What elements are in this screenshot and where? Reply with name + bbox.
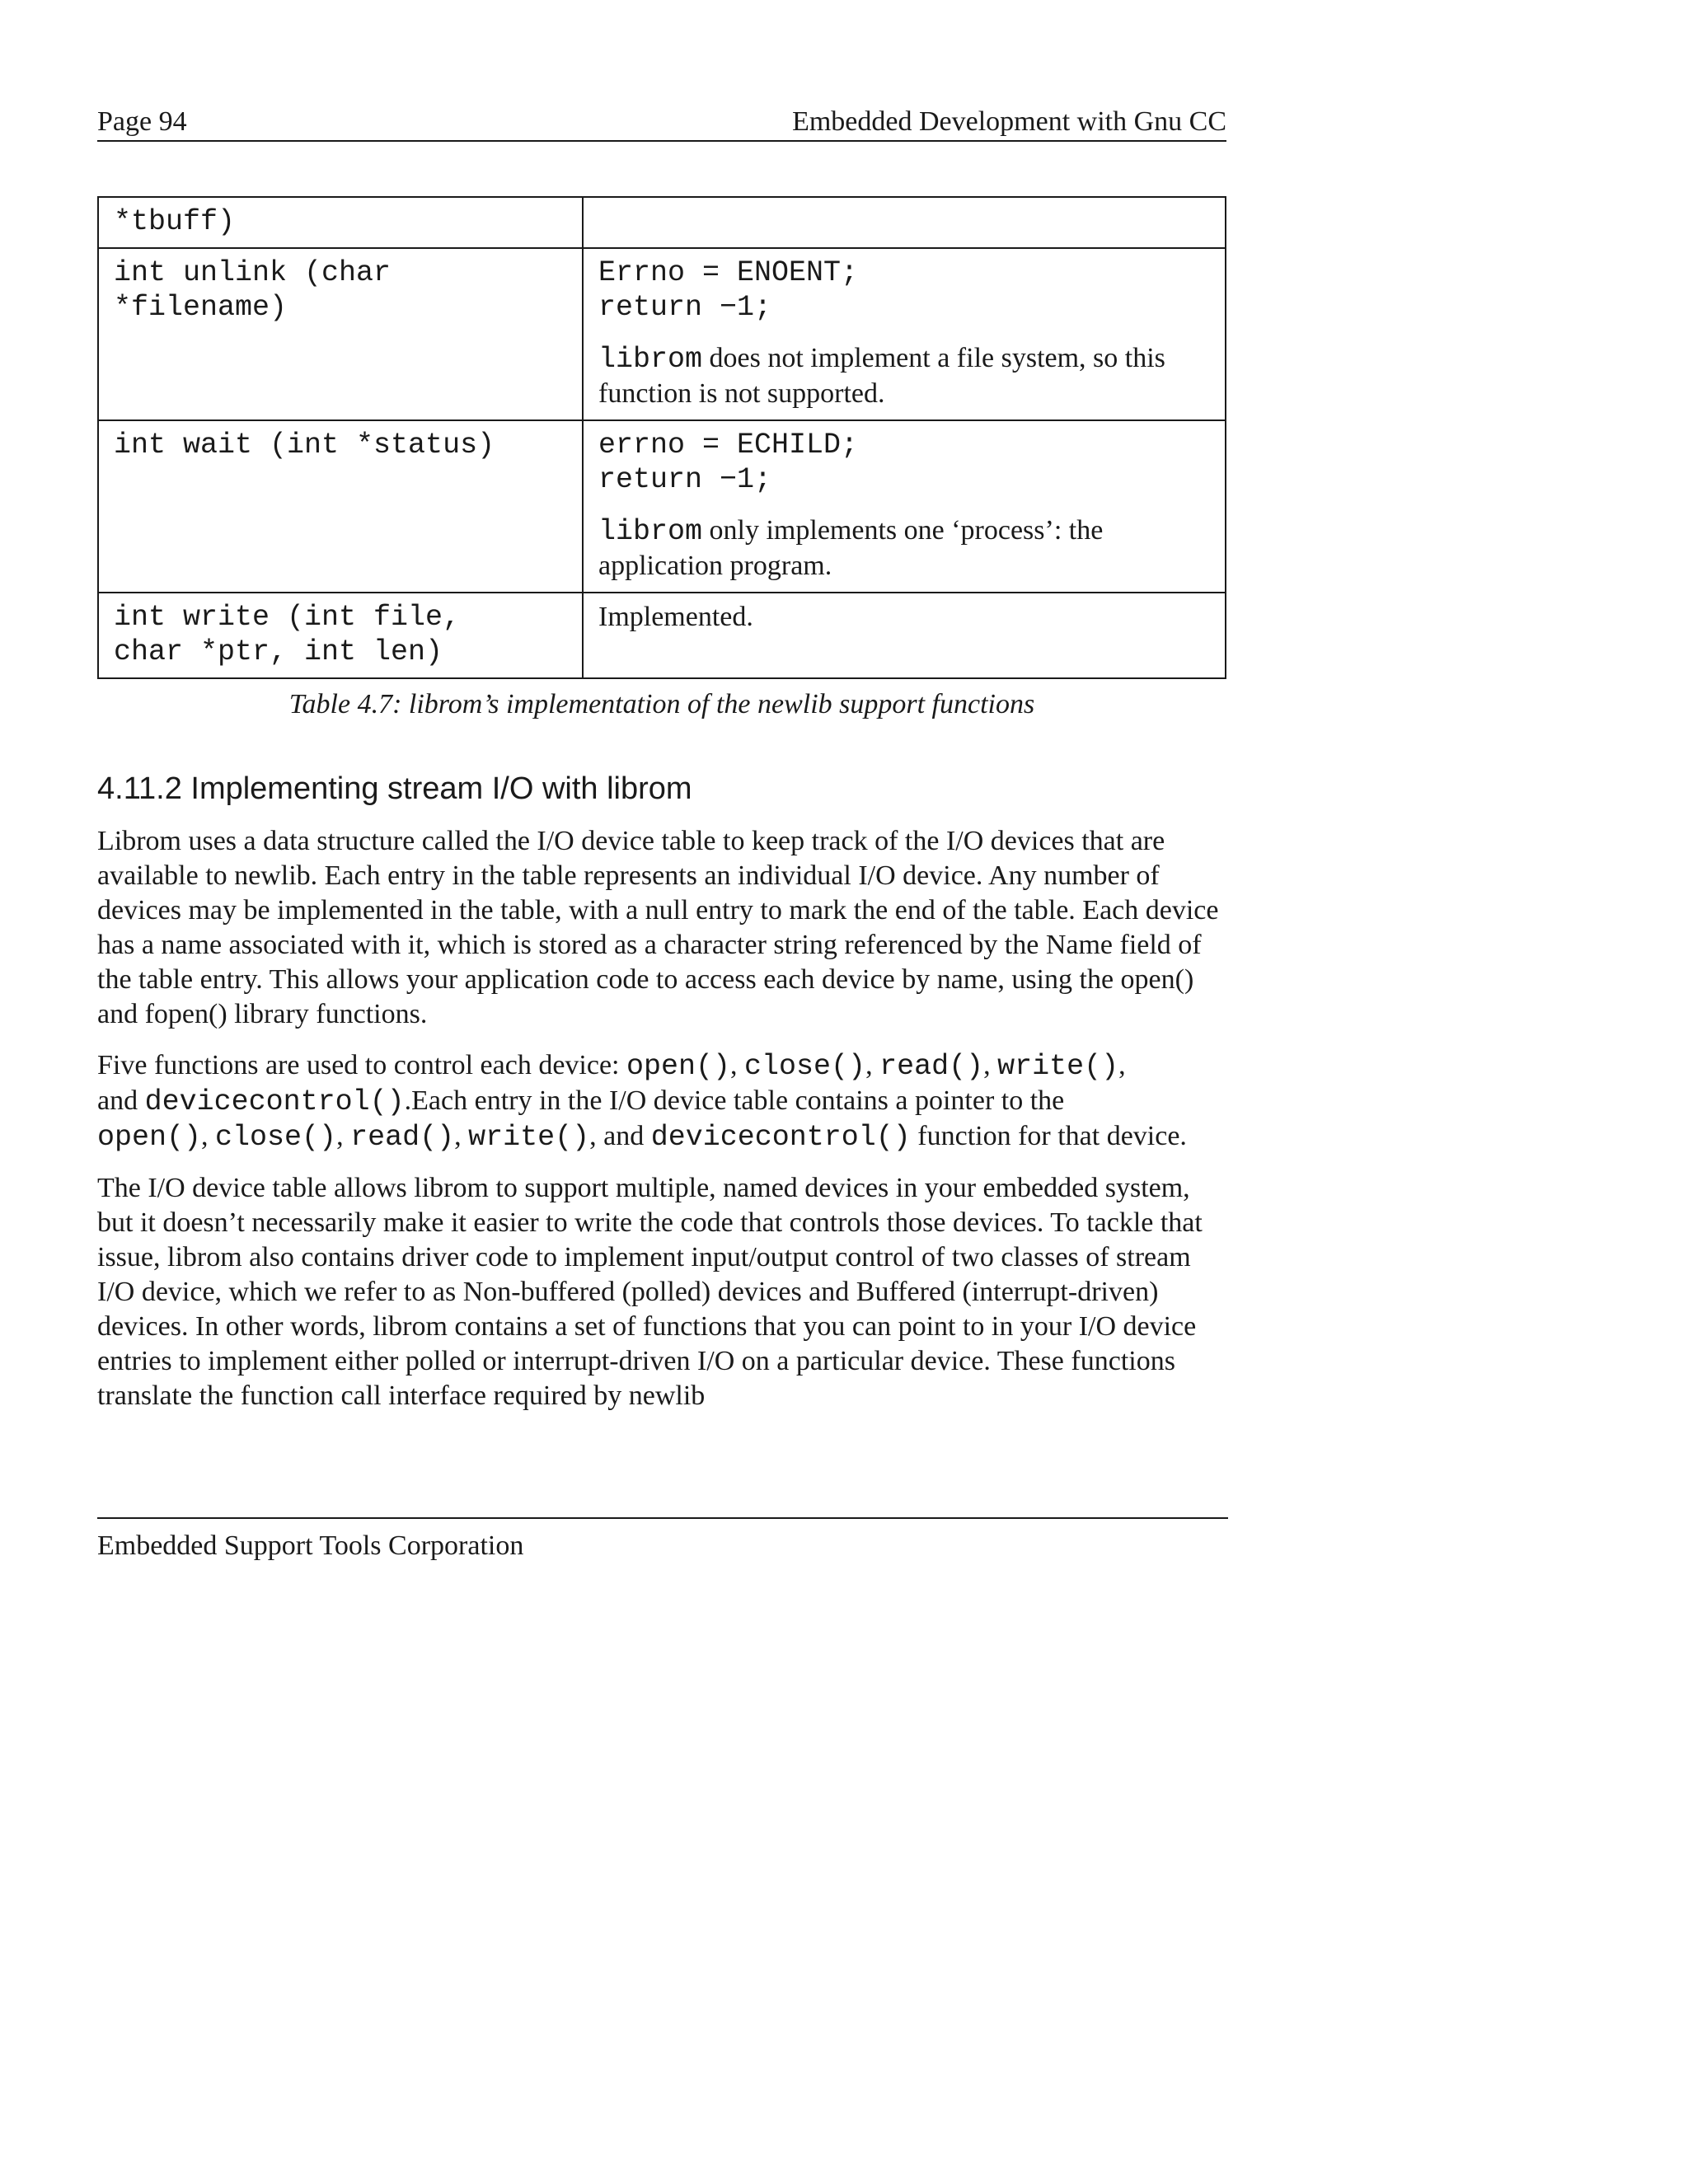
section-body	[97, 824, 1226, 1430]
table-row	[98, 248, 1226, 420]
signature-cell: *tbuff)	[98, 197, 583, 248]
implementation-cell	[583, 197, 1226, 248]
implementation-note: librom only implements one ‘process’: the application program.	[598, 515, 1104, 581]
function-signature: int wait (int *status)	[114, 429, 495, 462]
implementation-cell	[583, 248, 1226, 420]
table-row	[98, 420, 1226, 593]
table-row	[98, 593, 1226, 678]
implementation-code: Errno = ENOENT; return −1;	[598, 256, 859, 324]
table-row	[98, 197, 1226, 248]
signature-cell	[98, 420, 583, 593]
page-number: Page 94	[97, 106, 187, 137]
function-signature: int unlink (char *filename)	[114, 256, 392, 324]
implementation-note: librom does not implement a file system, so this function is not supported.	[598, 343, 1165, 409]
signature-cell	[98, 248, 583, 420]
implementation-cell	[583, 420, 1226, 593]
paragraph: Librom uses a data structure called the I/O device table to keep track of the I/O devices that are available to newlib. Each entry in the table represents an individual I/O device. Any number of devices may be implemented in the table, with a null entry to mark the end of the table. Each device has a name associated with it, which is stored as a character string referenced by the Name field of the table entry. This allows your application code to access each device by name, using the open() and fopen() library functions.	[97, 826, 1219, 1029]
signature-cell	[98, 593, 583, 678]
implementation-note: Implemented.	[598, 602, 753, 632]
implementation-cell	[583, 593, 1226, 678]
table-caption: Table 4.7: librom’s implementation of the newlib support functions	[288, 689, 1035, 719]
paragraph: The I/O device table allows librom to support multiple, named devices in your embedded system, but it doesn’t necessarily make it easier to write the code that controls those devices. To tackle that issue, librom also contains driver code to implement input/output control of two classes of stream I/O device, which we refer to as Non-buffered (polled) devices and Buffered (interrupt-driven) devices. In other words, librom contains a set of functions that you can point to in your I/O device entries to implement either polled or interrupt-driven I/O on a particular device. These functions translate the function call interface required by newlib	[97, 1173, 1203, 1411]
section-heading: 4.11.2 Implementing stream I/O with librom	[97, 771, 692, 806]
page-header	[97, 105, 1226, 142]
support-functions-table	[97, 196, 1226, 679]
implementation-code: errno = ECHILD; return −1;	[598, 429, 859, 496]
page-footer	[97, 1517, 1228, 1563]
book-title: Embedded Development with Gnu CC	[792, 106, 1226, 137]
paragraph: Five functions are used to control each device: open(), close(), read(), write(), and devicecontrol().Each entry in the I/O device table contains a pointer to the open(), close(), read(), write(), and devicecontrol() function for that device.	[97, 1050, 1187, 1154]
company-name: Embedded Support Tools Corporation	[97, 1530, 524, 1561]
function-signature: int write (int file, char *ptr, int len)	[114, 601, 461, 668]
